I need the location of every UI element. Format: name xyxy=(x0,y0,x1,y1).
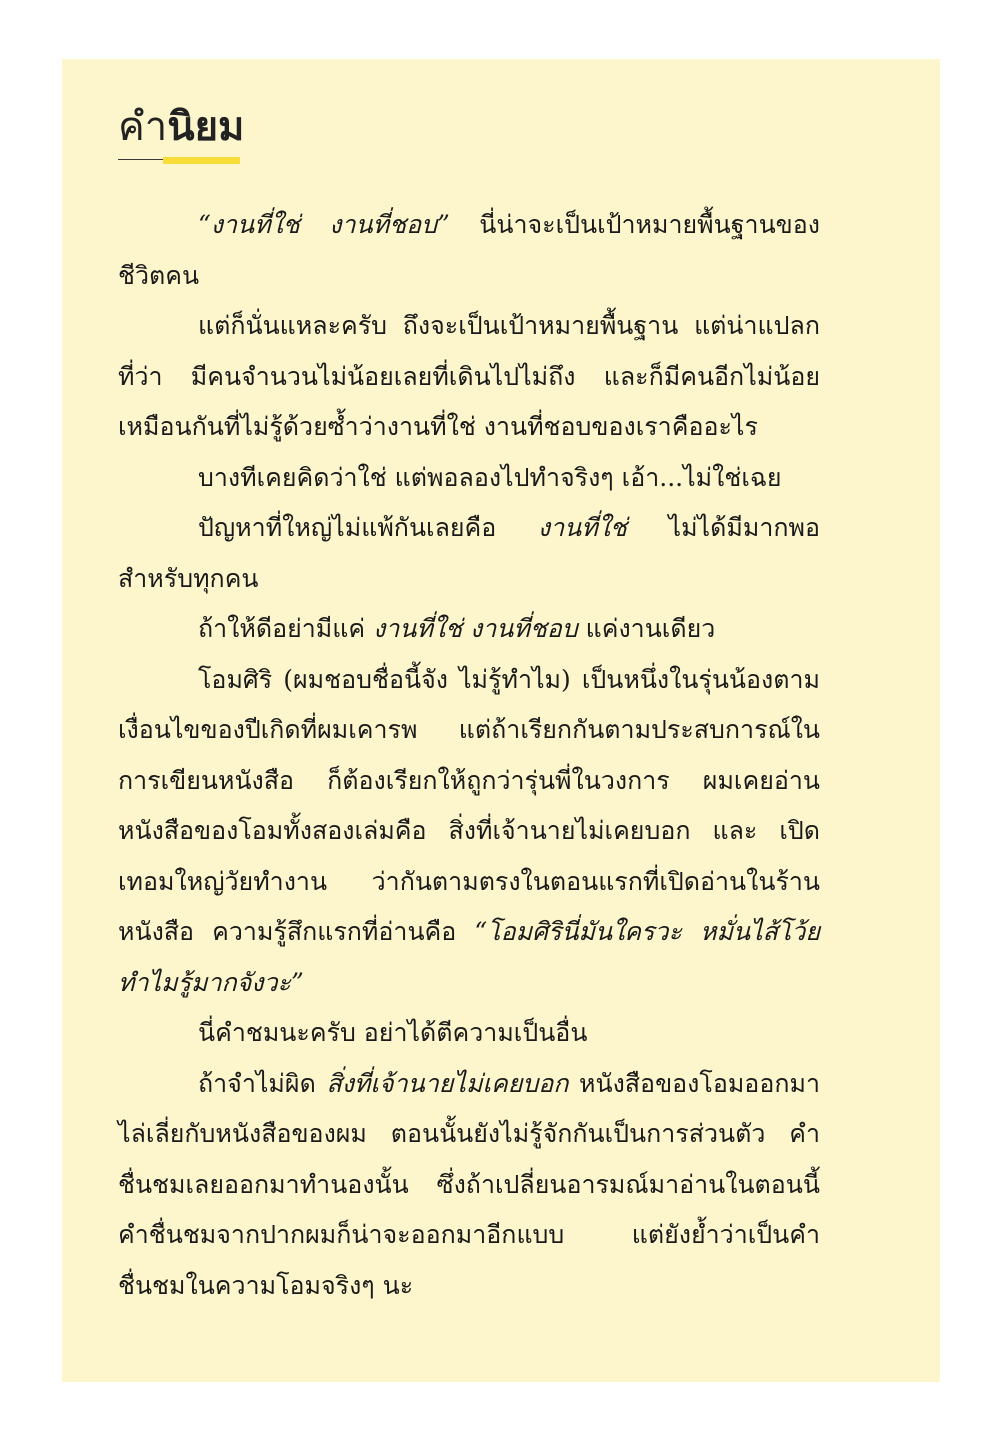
text-span: ปัญหาที่ใหญ่ไม่แพ้กันเลยคือ xyxy=(198,513,538,542)
italic-phrase: งานที่ใช่ xyxy=(537,513,627,542)
text-span: ไม่ได้มีมากพอสำหรับทุกคน xyxy=(118,513,820,593)
page-title xyxy=(118,100,244,154)
paragraph-6 xyxy=(118,655,820,1009)
title-bold: นิยม xyxy=(167,104,245,150)
paragraph-4 xyxy=(118,503,820,604)
paragraph-8 xyxy=(118,1059,820,1312)
italic-phrase: “โอมศิรินี่มันใครวะ หมั่นไส้โว้ยทำไมรู้มากจังวะ” xyxy=(118,917,820,997)
paragraph-1 xyxy=(118,200,820,301)
text-span: นี่คำชมนะครับ อย่าได้ตีความเป็นอื่น xyxy=(198,1018,588,1047)
text-span: นี่น่าจะเป็นเป้าหมายพื้นฐานของชีวิตคน xyxy=(118,210,820,290)
italic-phrase: สิ่งที่เจ้านายไม่เคยบอก xyxy=(326,1068,569,1098)
preface-body xyxy=(118,200,820,1311)
paragraph-7 xyxy=(118,1008,820,1059)
text-span: ถ้าจำไม่ผิด xyxy=(198,1068,327,1098)
text-span: แต่ก็นั่นแหละครับ ถึงจะเป็นเป้าหมายพื้นฐาน แต่น่าแปลกที่ว่า มีคนจำนวนไม่น้อยเลยที่เดินไปไม่ถึง และก็มีคนอีกไม่น้อยเหมือนกันที่ไม่รู้ด้วยซ้ำว่างานที่ใช่ งานที่ชอบของเราคืออะไร xyxy=(118,311,820,441)
italic-phrase: “งานที่ใช่ งานที่ชอบ” xyxy=(198,210,450,239)
text-span: หนังสือของโอมออกมาไล่เลี่ยกับหนังสือของผม ตอนนั้นยังไม่รู้จักกันเป็นการส่วนตัว คำชื่นชมเลยออกมาทำนองนั้น ซึ่งถ้าเปลี่ยนอารมณ์มาอ่านในตอนนี้ คำชื่นชมจากปากผมก็น่าจะออกมาอีกแบบ แต่ยังย้ำว่าเป็นคำชื่นชมในความโอมจริงๆ นะ xyxy=(118,1068,820,1300)
italic-phrase: งานที่ใช่ งานที่ชอบ xyxy=(373,614,578,643)
title-light: คำ xyxy=(118,104,168,150)
paragraph-3 xyxy=(118,453,820,504)
paragraph-2 xyxy=(118,301,820,453)
text-span: ถ้าให้ดีอย่ามีแค่ xyxy=(198,614,374,643)
paragraph-5 xyxy=(118,604,820,655)
text-span: แค่งานเดียว xyxy=(577,614,716,643)
text-span: บางทีเคยคิดว่าใช่ แต่พอลองไปทำจริงๆ เอ้า...ไม่ใช่เฉย xyxy=(198,462,782,492)
title-accent-bar xyxy=(163,157,240,164)
text-span: โอมศิริ (ผมชอบชื่อนี้จัง ไม่รู้ทำไม) เป็นหนึ่งในรุ่นน้องตามเงื่อนไขของปีเกิดที่ผมเคารพ แต่ถ้าเรียกกันตามประสบการณ์ในการเขียนหนังสือ ก็ต้องเรียกให้ถูกว่ารุ่นพี่ในวงการ ผมเคยอ่านหนังสือของโอมทั้งสองเล่มคือ สิ่งที่เจ้านายไม่เคยบอก และ เปิดเทอมใหญ่วัยทำงาน ว่ากันตามตรงในตอนแรกที่เปิดอ่านในร้านหนังสือ ความรู้สึกแรกที่อ่านคือ xyxy=(118,664,820,946)
